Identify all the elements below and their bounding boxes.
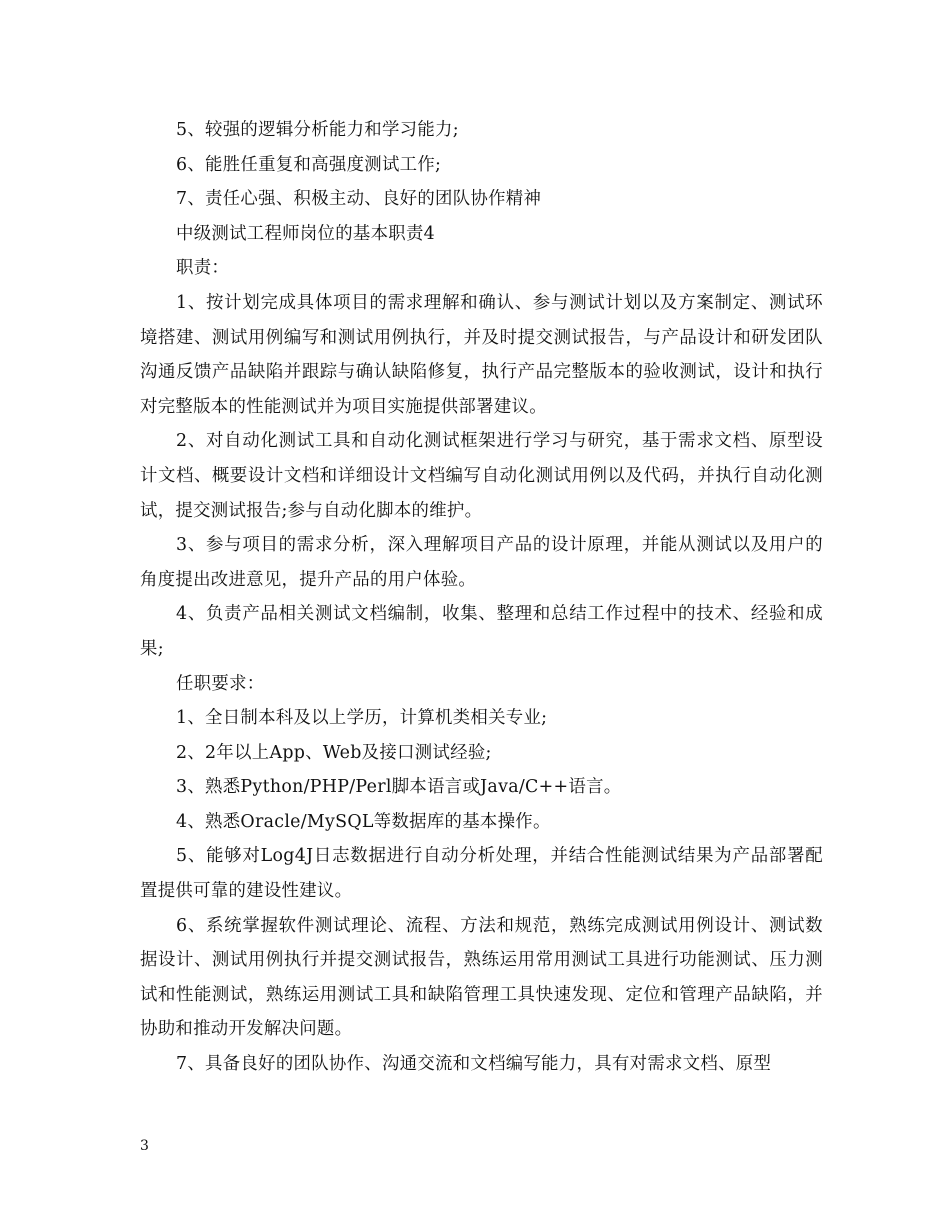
requirement-item-3: 3、熟悉Python/PHP/Perl脚本语言或Java/C++语言。: [176, 777, 622, 798]
paragraph-skill-6: 6、能胜任重复和高强度测试工作;: [176, 154, 442, 175]
requirement-item-2: 2、2年以上App、Web及接口测试经验;: [176, 742, 492, 763]
duties-label: 职责：: [176, 258, 230, 279]
requirement-item-5: 5、能够对Log4J日志数据进行自动分析处理，并结合性能测试结果为产品部署配置提供可靠的建设性建议。: [140, 846, 823, 902]
requirement-item-6: 6、系统掌握软件测试理论、流程、方法和规范，熟练完成测试用例设计、测试数据设计、测试用例执行并提交测试报告，熟练运用常用测试工具进行功能测试、压力测试和性能测试，熟练运用测试工具和缺陷管理工具快速发现、定位和管理产品缺陷，并协助和推动开发解决问题。: [140, 915, 823, 1040]
page-number: 3: [140, 1138, 149, 1154]
duty-item-1: 1、按计划完成具体项目的需求理解和确认、参与测试计划以及方案制定、测试环境搭建、测试用例编写和测试用例执行，并及时提交测试报告，与产品设计和研发团队沟通反馈产品缺陷并跟踪与确认缺陷修复，执行产品完整版本的验收测试，设计和执行对完整版本的性能测试并为项目实施提供部署建议。: [140, 292, 823, 417]
paragraph-skill-7: 7、责任心强、积极主动、良好的团队协作精神: [176, 189, 542, 210]
paragraph-skill-5: 5、较强的逻辑分析能力和学习能力;: [176, 120, 459, 140]
duty-item-2: 2、对自动化测试工具和自动化测试框架进行学习与研究，基于需求文档、原型设计文档、概要设计文档和详细设计文档编写自动化测试用例以及代码，并执行自动化测试，提交测试报告;参与自动化脚本的维护。: [140, 431, 823, 521]
section-heading: 中级测试工程师岗位的基本职责4: [176, 223, 436, 244]
requirements-label: 任职要求：: [176, 673, 265, 694]
duty-item-4: 4、负责产品相关测试文档编制，收集、整理和总结工作过程中的技术、经验和成果;: [140, 604, 823, 659]
requirement-item-1: 1、全日制本科及以上学历，计算机类相关专业;: [176, 708, 548, 729]
document-body: [140, 113, 823, 1082]
requirement-item-7: 7、具备良好的团队协作、沟通交流和文档编写能力，具有对需求文档、原型: [176, 1054, 772, 1075]
duty-item-3: 3、参与项目的需求分析，深入理解项目产品的设计原理，并能从测试以及用户的角度提出改进意见，提升产品的用户体验。: [140, 535, 823, 590]
requirement-item-4: 4、熟悉Oracle/MySQL等数据库的基本操作。: [176, 811, 551, 832]
